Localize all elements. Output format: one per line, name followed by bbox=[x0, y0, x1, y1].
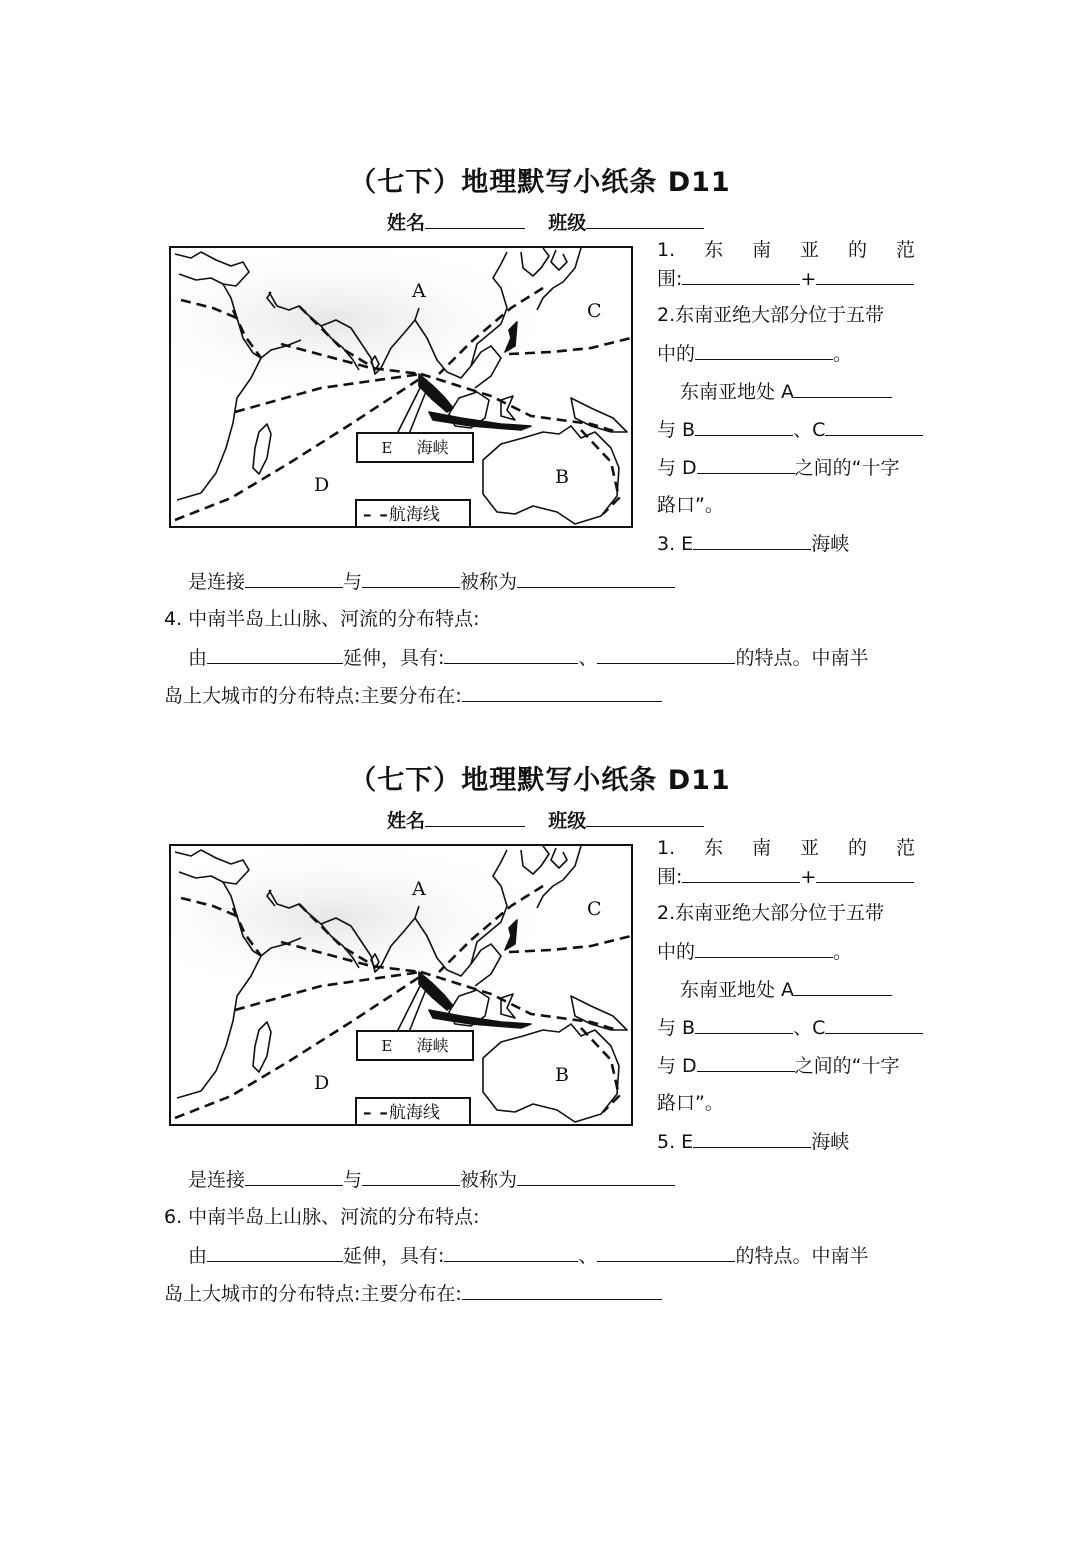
q4-city-label: 岛上大城市的分布特点:主要分布在: bbox=[164, 1283, 462, 1305]
question-2-line-2 bbox=[657, 341, 852, 366]
q2-suffix: 。 bbox=[833, 941, 853, 963]
class-label: 班级 bbox=[548, 810, 587, 832]
q1-char: 亚 bbox=[800, 837, 820, 859]
q2-blank[interactable] bbox=[695, 939, 833, 958]
map-label-d: D bbox=[314, 1072, 330, 1094]
name-label: 姓名 bbox=[387, 212, 426, 234]
blank-called[interactable] bbox=[517, 569, 675, 588]
q3-connect-label: 是连接 bbox=[188, 1169, 246, 1191]
strait-label-box bbox=[356, 432, 474, 463]
question-1-line-1 bbox=[657, 836, 915, 860]
question-2b-line-2 bbox=[657, 1015, 923, 1040]
class-field[interactable] bbox=[586, 210, 704, 229]
q2b-c-prefix: 、C bbox=[793, 1017, 826, 1039]
q1-plus: + bbox=[800, 268, 817, 290]
q1-char: 东 bbox=[704, 837, 724, 859]
sea-route-legend-icon: – – bbox=[363, 505, 389, 525]
map-label-a: A bbox=[412, 280, 426, 302]
q1-plus: + bbox=[800, 866, 817, 888]
blank-d[interactable] bbox=[697, 455, 795, 474]
blank-b[interactable] bbox=[695, 1015, 793, 1034]
blank-c[interactable] bbox=[825, 417, 923, 436]
worksheet-2 bbox=[0, 598, 1080, 1305]
question-2b-line-4: 路口”。 bbox=[657, 494, 724, 516]
question-1-line-2 bbox=[657, 864, 914, 889]
q2b-b-prefix: 与 B bbox=[657, 1017, 696, 1039]
q4-feature-suffix: 的特点。中南半 bbox=[735, 647, 869, 669]
map-label-c: C bbox=[587, 898, 602, 920]
strait-label-box bbox=[356, 1030, 474, 1061]
q1-char: 的 bbox=[848, 239, 868, 261]
question-4-line-2 bbox=[188, 1243, 868, 1268]
sea-route-legend-icon: – – bbox=[363, 1103, 389, 1123]
blank-connect-2[interactable] bbox=[362, 1167, 460, 1186]
q4-extend-label: 延伸，具有: bbox=[343, 1245, 445, 1267]
q3-and-label: 与 bbox=[343, 571, 363, 593]
class-field[interactable] bbox=[586, 808, 704, 827]
q2b-suffix: 之间的“十字 bbox=[794, 457, 900, 479]
question-2-line-1: 2.东南亚绝大部分位于五带 bbox=[657, 902, 885, 924]
blank-connect-1[interactable] bbox=[245, 1167, 343, 1186]
q4-extend-label: 延伸，具有: bbox=[343, 647, 445, 669]
q2b-c-prefix: 、C bbox=[793, 419, 826, 441]
q4-from-label: 由 bbox=[188, 1245, 208, 1267]
question-3-line-2 bbox=[188, 1167, 675, 1192]
question-3-line-1 bbox=[657, 1129, 849, 1154]
map-legend bbox=[355, 499, 471, 527]
strait-letter: E bbox=[381, 439, 393, 457]
blank-city-distribution[interactable] bbox=[462, 1281, 662, 1300]
q2b-suffix: 之间的“十字 bbox=[794, 1055, 900, 1077]
q1-blank-1[interactable] bbox=[682, 266, 800, 285]
map-label-d: D bbox=[314, 474, 330, 496]
q1-char: 东 bbox=[704, 239, 724, 261]
q3-prefix: 5. E bbox=[657, 1131, 694, 1153]
q4-sep: 、 bbox=[578, 1245, 598, 1267]
blank-e[interactable] bbox=[693, 531, 811, 550]
q2b-d-prefix: 与 D bbox=[657, 1055, 697, 1077]
question-2b-line-3 bbox=[657, 455, 900, 480]
map-label-b: B bbox=[555, 1064, 569, 1086]
southeast-asia-map bbox=[169, 844, 633, 1126]
name-field[interactable] bbox=[425, 210, 525, 229]
southeast-asia-map bbox=[169, 246, 633, 528]
q4-sep: 、 bbox=[578, 647, 598, 669]
name-label: 姓名 bbox=[387, 810, 426, 832]
q2b-b-prefix: 与 B bbox=[657, 419, 696, 441]
name-class-row bbox=[387, 806, 704, 833]
strait-letter: E bbox=[381, 1037, 393, 1055]
q2b-prefix: 东南亚地处 A bbox=[680, 979, 795, 1001]
strait-text: 海峡 bbox=[416, 1036, 449, 1055]
q1-char: 1. bbox=[657, 837, 676, 859]
question-2-line-2 bbox=[657, 939, 852, 964]
q3-suffix: 海峡 bbox=[811, 533, 850, 555]
blank-a[interactable] bbox=[794, 379, 892, 398]
question-2-line-1: 2.东南亚绝大部分位于五带 bbox=[657, 304, 885, 326]
question-4-line-1: 4. 中南半岛上山脉、河流的分布特点: bbox=[164, 608, 480, 630]
blank-a[interactable] bbox=[794, 977, 892, 996]
blank-c[interactable] bbox=[825, 1015, 923, 1034]
q4-city-label: 岛上大城市的分布特点:主要分布在: bbox=[164, 685, 462, 707]
q1-char: 南 bbox=[752, 837, 772, 859]
q1-char: 的 bbox=[848, 837, 868, 859]
question-1-line-2 bbox=[657, 266, 914, 291]
question-2b-line-1 bbox=[680, 977, 892, 1002]
question-4-line-3 bbox=[164, 1281, 662, 1306]
q1-char: 南 bbox=[752, 239, 772, 261]
q1-prefix: 围: bbox=[657, 268, 683, 290]
blank-connect-1[interactable] bbox=[245, 569, 343, 588]
q1-char: 1. bbox=[657, 239, 676, 261]
q3-prefix: 3. E bbox=[657, 533, 694, 555]
q3-connect-label: 是连接 bbox=[188, 571, 246, 593]
blank-called[interactable] bbox=[517, 1167, 675, 1186]
q2b-prefix: 东南亚地处 A bbox=[680, 381, 795, 403]
map-legend bbox=[355, 1097, 471, 1125]
q2-prefix: 中的 bbox=[657, 941, 696, 963]
strait-text: 海峡 bbox=[416, 438, 449, 457]
question-1-line-1 bbox=[657, 238, 915, 262]
class-label: 班级 bbox=[548, 212, 587, 234]
blank-feature-1[interactable] bbox=[444, 1243, 578, 1262]
name-field[interactable] bbox=[425, 808, 525, 827]
question-2b-line-2 bbox=[657, 417, 923, 442]
blank-feature-2[interactable] bbox=[597, 1243, 735, 1262]
blank-e[interactable] bbox=[693, 1129, 811, 1148]
worksheet-title: （七下）地理默写小纸条 D11 bbox=[349, 765, 731, 796]
worksheet-1 bbox=[0, 0, 1080, 707]
q2-prefix: 中的 bbox=[657, 343, 696, 365]
question-2b-line-1 bbox=[680, 379, 892, 404]
q3-and-label: 与 bbox=[343, 1169, 363, 1191]
question-4-line-1: 6. 中南半岛上山脉、河流的分布特点: bbox=[164, 1206, 480, 1228]
q2b-d-prefix: 与 D bbox=[657, 457, 697, 479]
q4-feature-suffix: 的特点。中南半 bbox=[735, 1245, 869, 1267]
q2-suffix: 。 bbox=[833, 343, 853, 365]
q1-blank-1[interactable] bbox=[682, 864, 800, 883]
q3-suffix: 海峡 bbox=[811, 1131, 850, 1153]
blank-direction[interactable] bbox=[207, 1243, 343, 1262]
question-2b-line-3 bbox=[657, 1053, 900, 1078]
q4-from-label: 由 bbox=[188, 647, 208, 669]
blank-connect-2[interactable] bbox=[362, 569, 460, 588]
q1-char: 范 bbox=[895, 239, 915, 261]
name-class-row bbox=[387, 208, 704, 235]
question-2b-line-4: 路口”。 bbox=[657, 1092, 724, 1114]
q3-called-label: 被称为 bbox=[460, 1169, 518, 1191]
legend-text: 航海线 bbox=[388, 505, 440, 525]
q1-char: 亚 bbox=[800, 239, 820, 261]
question-3-line-2 bbox=[188, 569, 675, 594]
q3-called-label: 被称为 bbox=[460, 571, 518, 593]
legend-text: 航海线 bbox=[388, 1103, 440, 1123]
worksheet-title: （七下）地理默写小纸条 D11 bbox=[349, 167, 731, 198]
q1-prefix: 围: bbox=[657, 866, 683, 888]
q2-blank[interactable] bbox=[695, 341, 833, 360]
map-label-c: C bbox=[587, 300, 602, 322]
question-3-line-1 bbox=[657, 531, 849, 556]
blank-b[interactable] bbox=[695, 417, 793, 436]
map-label-b: B bbox=[555, 466, 569, 488]
q1-char: 范 bbox=[895, 837, 915, 859]
q1-blank-2[interactable] bbox=[816, 266, 914, 285]
map-label-a: A bbox=[412, 878, 426, 900]
blank-d[interactable] bbox=[697, 1053, 795, 1072]
q1-blank-2[interactable] bbox=[816, 864, 914, 883]
